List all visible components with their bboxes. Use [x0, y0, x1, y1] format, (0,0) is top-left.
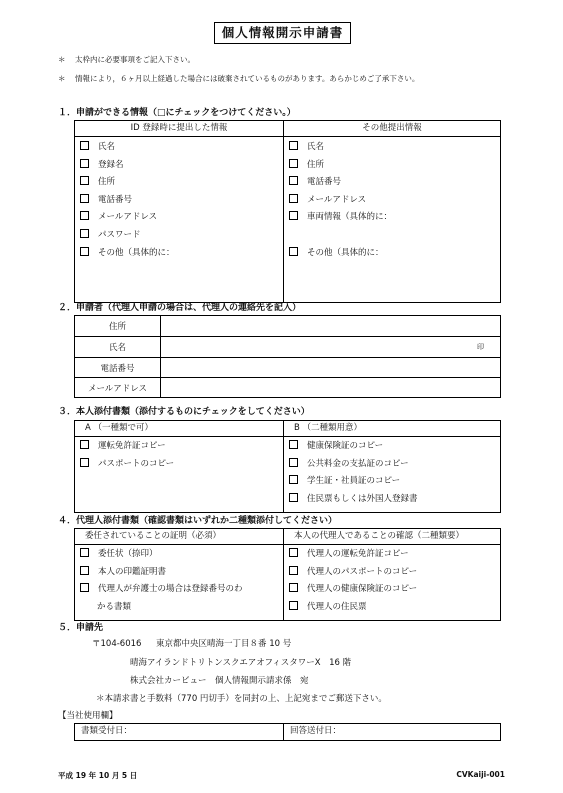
checkbox-icon[interactable] — [289, 194, 298, 203]
checkbox-item-continuation: かる書類 — [97, 601, 132, 612]
note-mark: ＊ — [58, 55, 66, 64]
checkbox-item[interactable]: 運転免許証コピー — [75, 438, 283, 456]
checkbox-item[interactable]: メールアドレス — [284, 192, 500, 210]
checkbox-icon[interactable] — [80, 458, 89, 467]
checkbox-item[interactable]: 住所 — [284, 157, 500, 175]
checkbox-item[interactable]: 公共料金の支払証のコピー — [284, 456, 500, 474]
checkbox-icon[interactable] — [80, 566, 89, 575]
checkbox-icon[interactable] — [289, 548, 298, 557]
seal-mark: 印 — [477, 343, 484, 351]
checkbox-icon[interactable] — [289, 159, 298, 168]
section-3-table — [74, 420, 501, 513]
checkbox-item[interactable]: その他（具体的に： — [75, 245, 283, 263]
checkbox-item[interactable]: 委任状（捺印） — [75, 546, 283, 564]
checkbox-icon[interactable] — [80, 141, 89, 150]
checkbox-item[interactable]: 代理人の健康保険証のコピー — [284, 581, 500, 599]
section-2-heading: ２．申請者（代理人申請の場合は、代理人の連絡先を記入） — [58, 303, 302, 313]
checkbox-item[interactable]: 電話番号 — [284, 174, 500, 192]
footer-code: CVKaiji-001 — [456, 770, 505, 779]
checkbox-icon[interactable] — [289, 493, 298, 502]
section-3-col-right: B （二種類用意） — [284, 421, 501, 437]
checkbox-item[interactable]: 電話番号 — [75, 192, 283, 210]
applicant-phone-field[interactable] — [161, 358, 501, 378]
checkbox-item[interactable]: 健康保険証のコピー — [284, 438, 500, 456]
checkbox-icon[interactable] — [80, 176, 89, 185]
section-1-right-list — [284, 137, 501, 303]
checkbox-item[interactable]: 本人の印鑑証明書 — [75, 564, 283, 582]
applicant-address-field[interactable] — [161, 316, 501, 337]
section-5-heading: ５．申請先 — [58, 623, 104, 633]
checkbox-icon[interactable] — [80, 229, 89, 238]
checkbox-icon[interactable] — [289, 566, 298, 575]
checkbox-item[interactable]: 学生証・社員証のコピー — [284, 473, 500, 491]
checkbox-icon[interactable] — [289, 211, 298, 220]
checkbox-icon[interactable] — [289, 475, 298, 484]
checkbox-item[interactable]: 氏名 — [284, 139, 500, 157]
section-1-table — [74, 120, 501, 303]
section-1-col-right: その他提出情報 — [284, 121, 501, 137]
applicant-email-label: メールアドレス — [75, 378, 161, 398]
section-4-col-right: 本人の代理人であることの確認（二種類要） — [284, 529, 501, 545]
applicant-email-field[interactable] — [161, 378, 501, 398]
page-title: 個人情報開示申請書 — [214, 22, 351, 44]
checkbox-icon[interactable] — [80, 211, 89, 220]
address-line-2: 晴海アイランドトリトンスクエアオフィスタワーX 16 階 — [130, 658, 352, 668]
section-1-left-list — [75, 137, 284, 303]
reply-date-field: 回答送付日： — [284, 724, 501, 741]
section-2-table — [74, 315, 501, 398]
mailing-note: ＊本請求書と手数料（770 円切手）を同封の上、上記宛までご郵送下さい。 — [96, 694, 387, 704]
checkbox-item[interactable]: その他（具体的に： — [284, 245, 500, 263]
office-use-table — [74, 723, 501, 741]
checkbox-icon[interactable] — [80, 583, 89, 592]
blank-line — [284, 227, 500, 245]
applicant-address-label: 住所 — [75, 316, 161, 337]
checkbox-icon[interactable] — [80, 440, 89, 449]
checkbox-item[interactable]: 住民票もしくは外国人登録書 — [284, 491, 500, 509]
checkbox-icon[interactable] — [80, 247, 89, 256]
checkbox-icon[interactable] — [289, 176, 298, 185]
section-1-heading: １．申請ができる情報（□にチェックをつけてください。） — [58, 108, 296, 118]
checkbox-icon[interactable] — [289, 583, 298, 592]
applicant-name-label: 氏名 — [75, 337, 161, 358]
checkbox-item[interactable]: メールアドレス — [75, 209, 283, 227]
checkbox-icon[interactable] — [289, 141, 298, 150]
section-3-col-left: A （一種類で可） — [75, 421, 284, 437]
received-date-field: 書類受付日： — [75, 724, 284, 741]
checkbox-item[interactable]: 住所 — [75, 174, 283, 192]
checkbox-item[interactable]: パスワード — [75, 227, 283, 245]
section-4-heading: ４．代理人添付書類（確認書類はいずれか二種類添付してください） — [58, 516, 338, 526]
company-name: 株式会社カービュー 個人情報開示請求係 宛 — [130, 676, 309, 686]
checkbox-item[interactable]: 代理人の運転免許証コピー — [284, 546, 500, 564]
checkbox-item[interactable]: 代理人のパスポートのコピー — [284, 564, 500, 582]
section-1-col-left: ID 登録時に提出した情報 — [75, 121, 284, 137]
note-text: 情報により，６ヶ月以上経過した場合には破棄されているものがあります。あらかじめご了承下さい。 — [75, 74, 420, 83]
checkbox-item[interactable]: 代理人が弁護士の場合は登録番号のわ — [75, 581, 283, 599]
applicant-phone-label: 電話番号 — [75, 358, 161, 378]
note-text: 太枠内に必要事項をご記入下さい。 — [75, 55, 195, 64]
checkbox-item[interactable]: 氏名 — [75, 139, 283, 157]
checkbox-item[interactable]: 代理人の住民票 — [284, 599, 500, 617]
applicant-name-field[interactable] — [161, 337, 501, 358]
checkbox-icon[interactable] — [80, 194, 89, 203]
checkbox-item[interactable]: 車両情報（具体的に： — [284, 209, 500, 227]
postal-code: 〒104-6016 — [92, 639, 142, 649]
footer-date: 平成 19 年 10 月 5 日 — [58, 771, 138, 780]
section-4-col-left: 委任されていることの証明（必須） — [75, 529, 284, 545]
checkbox-icon[interactable] — [289, 247, 298, 256]
office-use-heading: 【当社使用欄】 — [58, 711, 118, 721]
checkbox-icon[interactable] — [289, 458, 298, 467]
note-mark: ＊ — [58, 74, 66, 83]
section-3-right-list — [284, 437, 501, 513]
checkbox-icon[interactable] — [80, 159, 89, 168]
section-3-left-list — [75, 437, 284, 513]
section-3-heading: ３．本人添付書類（添付するものにチェックをしてください） — [58, 407, 310, 417]
checkbox-item[interactable]: 登録名 — [75, 157, 283, 175]
section-4-right-list — [284, 545, 501, 621]
address-line-1: 東京都中央区晴海一丁目８番 10 号 — [156, 639, 292, 649]
checkbox-icon[interactable] — [289, 440, 298, 449]
section-4-table — [74, 528, 501, 621]
checkbox-icon[interactable] — [289, 601, 298, 610]
section-4-left-list — [75, 545, 284, 621]
checkbox-item[interactable]: パスポートのコピー — [75, 456, 283, 474]
checkbox-icon[interactable] — [80, 548, 89, 557]
